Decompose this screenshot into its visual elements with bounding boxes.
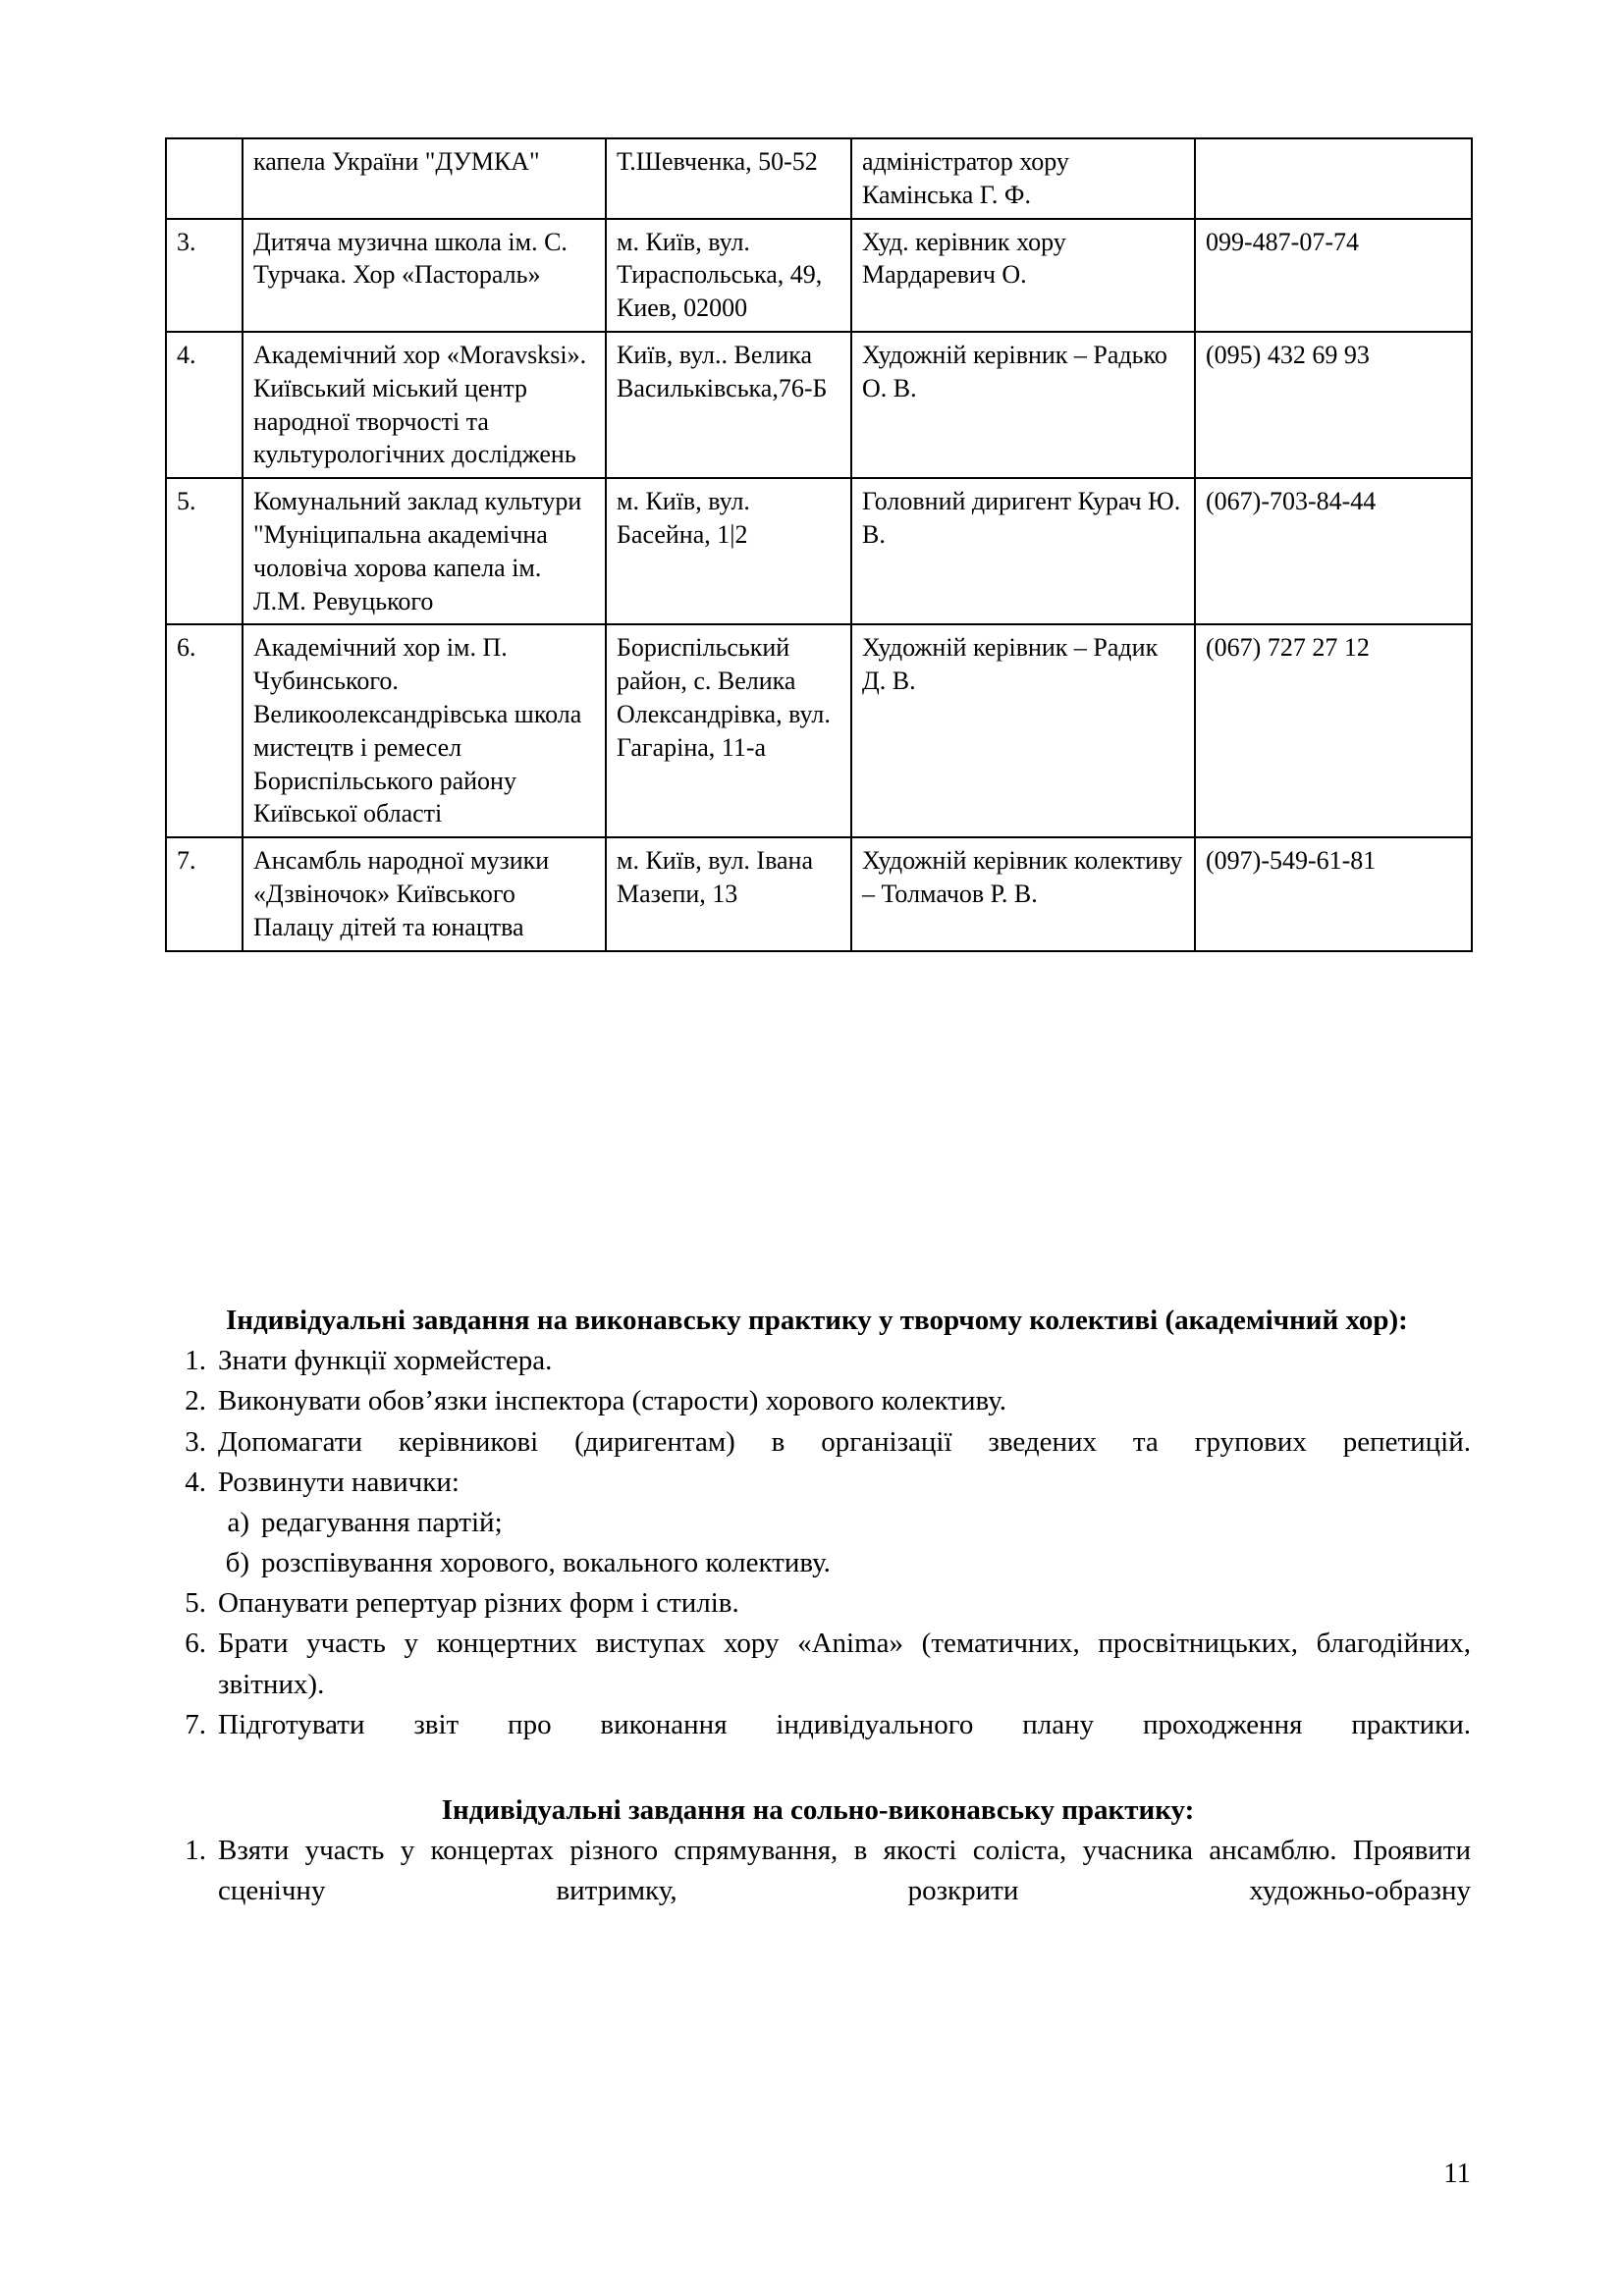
body-content (165, 1301, 1471, 1911)
list-marker: 6. (185, 1628, 206, 1660)
section-spacer (165, 1745, 1471, 1790)
cell-phone: (067) 727 27 12 (1195, 624, 1472, 837)
cell-address: м. Київ, вул. Івана Мазепи, 13 (606, 837, 851, 950)
cell-organization: Академічний хор ім. П. Чубинського. Великоолександрівська школа мистецтв і ремесел Бориспільського району Київської області (243, 624, 606, 837)
list-text: Брати участь у концертних виступах хору «Anima» (тематичних, просвітницьких, благодійних, звітних). (218, 1628, 1471, 1700)
cell-number: 4. (166, 332, 243, 478)
cell-address: Бориспільський район, с. Велика Олександрівка, вул. Гагаріна, 11-а (606, 624, 851, 837)
list-text: Взяти участь у концертах різного спрямування, в якості соліста, учасника ансамблю. Проявити сценічну витримку, розкрити художньо-образну (218, 1835, 1471, 1907)
section-heading-solo: Індивідуальні завдання на сольно-виконавську практику: (441, 1793, 1195, 1826)
cell-organization: капела України "ДУМКА" (243, 138, 606, 219)
list-marker: б) (225, 1547, 249, 1579)
list-text: Виконувати обов’язки інспектора (старости) хорового колективу. (218, 1385, 1007, 1417)
list-marker: 1. (185, 1835, 206, 1867)
organizations-table (165, 137, 1473, 952)
list-item-sub (165, 1503, 1471, 1543)
table-row (166, 478, 1472, 624)
list-item (165, 1583, 1471, 1624)
list-text: редагування партій; (261, 1506, 503, 1538)
list-item (165, 1831, 1471, 1911)
list-text: Розвинути навички: (218, 1466, 460, 1498)
cell-organization: Комунальний заклад культури "Муніципальна академічна чоловіча хорова капела ім. Л.М. Ревуцького (243, 478, 606, 624)
list-item (165, 1705, 1471, 1745)
cell-head: Худ. керівник хору Мардаревич О. (851, 219, 1195, 332)
list-text: Знати функції хормейстера. (218, 1345, 553, 1377)
list-marker: 5. (185, 1587, 206, 1620)
cell-organization: Дитяча музична школа ім. С. Турчака. Хор «Пастораль» (243, 219, 606, 332)
list-marker: 4. (185, 1466, 206, 1498)
list-item (165, 1381, 1471, 1421)
cell-head: Головний диригент Курач Ю. В. (851, 478, 1195, 624)
page-number: 11 (1443, 2158, 1471, 2189)
cell-address: Київ, вул.. Велика Васильківська,76-Б (606, 332, 851, 478)
list-text: розспівування хорового, вокального колективу. (261, 1547, 831, 1579)
list-item (165, 1341, 1471, 1381)
table-row (166, 138, 1472, 219)
list-item (165, 1422, 1471, 1463)
cell-phone (1195, 138, 1472, 219)
cell-phone: (097)-549-61-81 (1195, 837, 1472, 950)
cell-head: Художній керівник колективу – Толмачов Р. В. (851, 837, 1195, 950)
list-text: Опанувати репертуар різних форм і стилів. (218, 1587, 739, 1620)
cell-address: м. Київ, вул. Басейна, 1|2 (606, 478, 851, 624)
organizations-table-wrap (165, 137, 1471, 952)
list-marker: 7. (185, 1708, 206, 1740)
cell-head: Художній керівник – Радик Д. В. (851, 624, 1195, 837)
table-row (166, 332, 1472, 478)
list-marker: 1. (185, 1345, 206, 1377)
table-row (166, 624, 1472, 837)
list-marker: 2. (185, 1385, 206, 1417)
cell-head: адміністратор хору Камінська Г. Ф. (851, 138, 1195, 219)
cell-address: м. Київ, вул. Тираспольська, 49, Киев, 02000 (606, 219, 851, 332)
cell-organization: Ансамбль народної музики «Дзвіночок» Київського Палацу дітей та юнацтва (243, 837, 606, 950)
list-text: Підготувати звіт про виконання індивідуального плану проходження практики. (218, 1708, 1471, 1740)
list-marker: 3. (185, 1425, 206, 1458)
cell-organization: Академічний хор «Moravsksi». Київський міський центр народної творчості та культурологічних досліджень (243, 332, 606, 478)
list-item (165, 1463, 1471, 1503)
cell-number (166, 138, 243, 219)
list-item (165, 1624, 1471, 1704)
table-row (166, 219, 1472, 332)
table-row (166, 837, 1472, 950)
list-text: Допомагати керівникові (диригентам) в організації зведених та групових репетицій. (218, 1425, 1471, 1458)
list-item-sub (165, 1543, 1471, 1583)
cell-phone: (067)-703-84-44 (1195, 478, 1472, 624)
cell-head: Художній керівник – Радько О. В. (851, 332, 1195, 478)
cell-phone: 099-487-07-74 (1195, 219, 1472, 332)
cell-address: Т.Шевченка, 50-52 (606, 138, 851, 219)
cell-phone: (095) 432 69 93 (1195, 332, 1472, 478)
cell-number: 6. (166, 624, 243, 837)
cell-number: 5. (166, 478, 243, 624)
cell-number: 3. (166, 219, 243, 332)
section-heading-choir: Індивідуальні завдання на виконавську практику у творчому колективі (академічний хор): (226, 1305, 1408, 1336)
cell-number: 7. (166, 837, 243, 950)
list-marker: а) (227, 1506, 249, 1538)
